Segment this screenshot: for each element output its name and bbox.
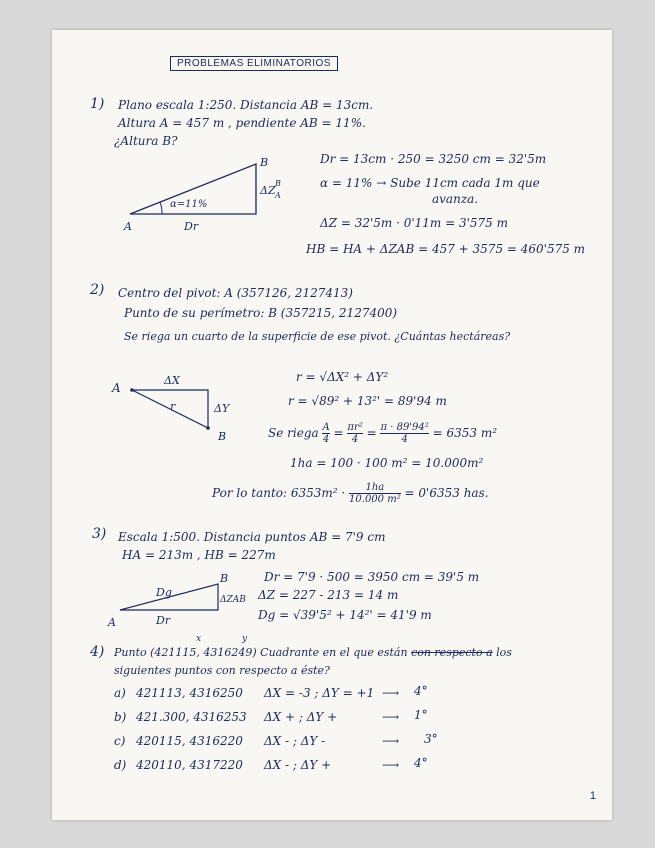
problem-1-label-dz: ΔZ	[260, 184, 276, 197]
problem-4-item-arrow: ⟶	[382, 686, 400, 700]
problem-4-item-label: b)	[114, 710, 127, 724]
problem-2-label-dy: ΔY	[214, 402, 230, 415]
problem-4-statement-line-2: siguientes puntos con respecto a éste?	[114, 664, 330, 677]
frac-a-den: 4	[322, 434, 330, 445]
problem-1-label-a: A	[124, 220, 132, 233]
problem-3-label-dz: ΔZAB	[220, 595, 246, 605]
problem-3-label-b: B	[220, 572, 229, 585]
problem-2-eq-area-result: = 6353 m²	[432, 426, 498, 440]
frac-b-den: 4	[347, 433, 362, 445]
problem-4-item-result: 4°	[414, 684, 428, 698]
problem-3-eq-dz: ΔZ = 227 - 213 = 14 m	[258, 588, 399, 602]
problem-2-frac-a	[322, 422, 329, 445]
problem-3-label-a: A	[108, 616, 116, 629]
problem-4-item-deltas: ΔX + ; ΔY +	[264, 710, 338, 724]
problem-1-statement-line-1: Plano escala 1:250. Distancia AB = 13cm.	[118, 98, 374, 112]
problem-2-eq-area-prefix: Se riega	[268, 426, 319, 440]
problem-4-statement-pre: Punto (421115, 4316249) Cuadrante en el que están	[114, 646, 408, 659]
problem-2-frac-ha	[349, 482, 401, 505]
problem-4-mark-x: x	[196, 634, 202, 644]
problem-2-eq-hectare: 1ha = 100 · 100 m² = 10.000m²	[290, 456, 484, 470]
frac-a-num: A	[322, 422, 330, 433]
problem-1-eq-hb: HB = HA + ΔZAB = 457 + 3575 = 460'575 m	[306, 242, 586, 256]
problem-3-number: 3)	[92, 526, 107, 542]
problem-2-label-b: B	[218, 430, 227, 443]
problem-3-label-dr: Dr	[156, 614, 171, 627]
problem-3-eq-dg: Dg = √39'5² + 14²' = 41'9 m	[258, 608, 432, 622]
problem-4-statement-line-1	[114, 646, 512, 660]
problem-1-label-dr: Dr	[184, 220, 199, 233]
problem-2-eq-conversion-result: = 0'6353 has.	[404, 486, 489, 500]
problem-4-number: 4)	[90, 644, 105, 660]
problem-1-eq-dr: Dr = 13cm · 250 = 3250 cm = 32'5m	[320, 152, 547, 166]
page-number: 1	[589, 790, 596, 802]
problem-1-statement-line-2: Altura A = 457 m , pendiente AB = 11%.	[118, 116, 366, 130]
problem-4-item-label: d)	[114, 758, 127, 772]
frac-b-num: πr²	[347, 422, 363, 433]
problem-2-perimeter-point: Punto de su perímetro: B (357215, 2127400)	[124, 306, 398, 320]
problem-4-item-label: a)	[114, 686, 126, 700]
problem-4-item-result: 4°	[414, 756, 428, 770]
problem-4-item-deltas: ΔX - ; ΔY -	[264, 734, 326, 748]
problem-2-question: Se riega un cuarto de la superficie de ese pivot. ¿Cuántas hectáreas?	[124, 330, 511, 343]
frac-ha-den: 10.000 m²	[349, 494, 401, 505]
problem-3-triangle-diagram	[104, 570, 254, 630]
problem-1-eq-slope-cont: avanza.	[432, 192, 479, 206]
problem-3-heights: HA = 213m , HB = 227m	[122, 548, 276, 562]
problem-3-eq-dr: Dr = 7'9 · 500 = 3950 cm = 39'5 m	[264, 570, 480, 584]
problem-4-item-result: 3°	[424, 732, 438, 746]
problem-4-item-coords: 420110, 4317220	[136, 758, 243, 772]
problem-2-label-r: r	[170, 400, 176, 413]
problem-2-eq-area: Se riega $\frac{A}{4}$ = $\frac{\text{πr²}}{4}$ = $\frac{\text{π · 89'94²}}{4}$ = 6353 m²	[268, 422, 498, 445]
problem-4-statement-post: los	[496, 646, 512, 659]
frac-ha-num: 1ha	[365, 482, 385, 493]
problem-4-item-arrow: ⟶	[382, 734, 400, 748]
problem-4-item-coords: 421.300, 4316253	[136, 710, 247, 724]
frac-c-den: 4	[380, 433, 428, 445]
problem-1-label-dz-sup: B	[275, 179, 281, 188]
problem-2-label-a: A	[112, 381, 121, 395]
problem-1-question: ¿Altura B?	[114, 134, 178, 148]
problem-4-item-label: c)	[114, 734, 126, 748]
problem-2-number: 2)	[90, 282, 105, 298]
problem-4-item-deltas: ΔX = -3 ; ΔY = +1	[264, 686, 375, 700]
problem-3-statement: Escala 1:500. Distancia puntos AB = 7'9 cm	[118, 530, 386, 544]
problem-4-item-arrow: ⟶	[382, 758, 400, 772]
problem-4-item-coords: 421113, 4316250	[136, 686, 243, 700]
problem-1-triangle-diagram	[122, 158, 282, 238]
problem-4-item-coords: 420115, 4316220	[136, 734, 243, 748]
problem-4-item-result: 1°	[414, 708, 428, 722]
problem-1-label-b: B	[260, 156, 269, 169]
problem-2-eq-radius-formula: r = √ΔX² + ΔY²	[296, 370, 389, 384]
problem-4-item-deltas: ΔX - ; ΔY +	[264, 758, 332, 772]
page-title: PROBLEMAS ELIMINATORIOS	[170, 56, 338, 71]
problem-2-eq-conversion	[212, 482, 489, 505]
problem-4-mark-y: y	[242, 634, 248, 644]
problem-2-center: Centro del pivot: A (357126, 2127413)	[118, 286, 353, 300]
frac-c-num: π · 89'94²	[380, 422, 429, 433]
problem-2-frac-c	[380, 422, 428, 445]
problem-1-eq-dz: ΔZ = 32'5m · 0'11m = 3'575 m	[320, 216, 509, 230]
problem-2-eq-radius-value: r = √89² + 13²' = 89'94 m	[288, 394, 447, 408]
problem-3-label-dg: Dg	[156, 586, 172, 599]
problem-1-eq-slope: α = 11% → Sube 11cm cada 1m que	[320, 176, 540, 190]
problem-1-label-dz-sub: A	[275, 191, 281, 200]
problem-2-frac-b	[347, 422, 362, 445]
problem-2-triangle-diagram	[112, 370, 232, 443]
problem-2-label-dx: ΔX	[164, 374, 180, 387]
problem-4-item-arrow: ⟶	[382, 710, 400, 724]
notebook-page	[52, 30, 612, 820]
problem-2-eq-conversion-prefix: Por lo tanto: 6353m² ·	[212, 486, 346, 500]
problem-4-statement-struck: con respecto a	[411, 646, 493, 659]
problem-1-label-angle: α=11%	[170, 199, 208, 210]
problem-1-number: 1)	[90, 96, 105, 112]
